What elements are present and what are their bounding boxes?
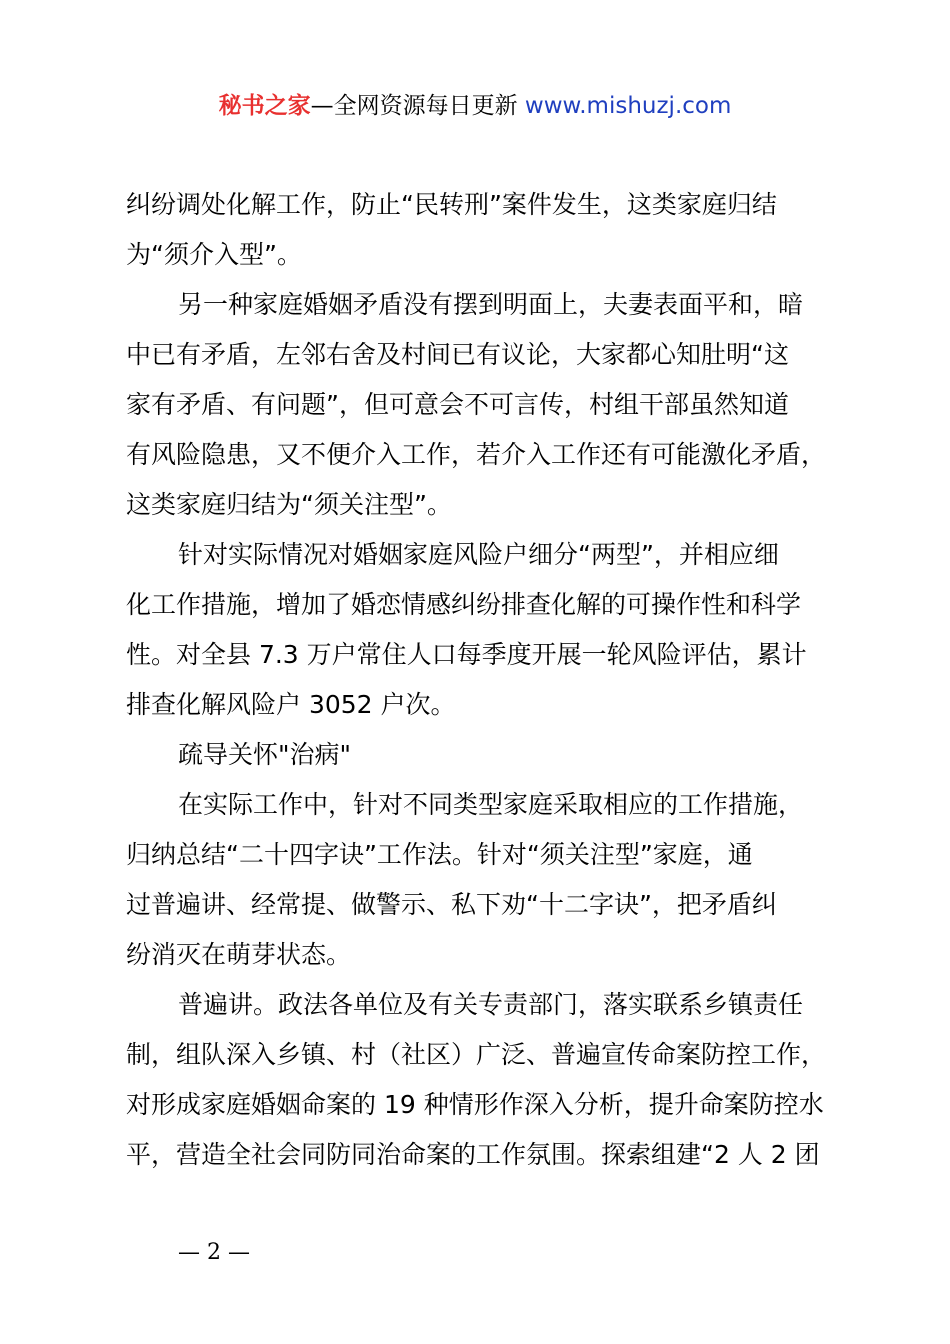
text-line: 纷消灭在萌芽状态。	[126, 940, 352, 969]
text-line: 有风险隐患，又不便介入工作，若介入工作还有可能激化矛盾，	[126, 440, 827, 469]
text-line: 家有矛盾、有问题”，但可意会不可言传，村组干部虽然知道	[126, 390, 789, 419]
text-line: 制，组队深入乡镇、村（社区）广泛、普遍宣传命案防控工作，	[126, 1040, 827, 1069]
header-url-link[interactable]: www.mishuzj.com	[524, 93, 732, 119]
text-line: 这类家庭归结为“须关注型”。	[126, 490, 452, 519]
paragraph-start-line: 另一种家庭婚姻矛盾没有摆到明面上，夫妻表面平和，暗	[178, 290, 804, 319]
text-line: 对形成家庭婚姻命案的 19 种情形作深入分析，提升命案防控水	[126, 1090, 824, 1119]
page-number: — 2 —	[178, 1240, 250, 1265]
text-line: 过普遍讲、经常提、做警示、私下劝“十二字诀”，把矛盾纠	[126, 890, 777, 919]
text-line: 中已有矛盾，左邻右舍及村间已有议论，大家都心知肚明“这	[126, 340, 789, 369]
paragraph-start-line: 在实际工作中，针对不同类型家庭采取相应的工作措施，	[178, 790, 804, 819]
header-tagline: —全网资源每日更新	[310, 93, 525, 119]
text-line: 纠纷调处化解工作，防止“民转刑”案件发生，这类家庭归结	[126, 190, 777, 219]
section-heading: 疏导关怀"治病"	[178, 740, 351, 769]
document-body	[126, 180, 836, 1180]
text-line: 为“须介入型”。	[126, 240, 302, 269]
text-line: 性。对全县 7.3 万户常住人口每季度开展一轮风险评估，累计	[126, 640, 807, 669]
text-line: 排查化解风险户 3052 户次。	[126, 690, 456, 719]
paragraph-start-line: 普遍讲。政法各单位及有关专责部门，落实联系乡镇责任	[178, 990, 804, 1019]
paragraph-start-line: 针对实际情况对婚姻家庭风险户细分“两型”，并相应细	[178, 540, 779, 569]
text-line: 化工作措施，增加了婚恋情感纠纷排查化解的可操作性和科学	[126, 590, 802, 619]
page-header	[0, 86, 950, 126]
brand-name: 秘书之家	[218, 93, 311, 119]
text-line: 平，营造全社会同防同治命案的工作氛围。探索组建“2 人 2 团	[126, 1140, 820, 1169]
text-line: 归纳总结“二十四字诀”工作法。针对“须关注型”家庭，通	[126, 840, 753, 869]
